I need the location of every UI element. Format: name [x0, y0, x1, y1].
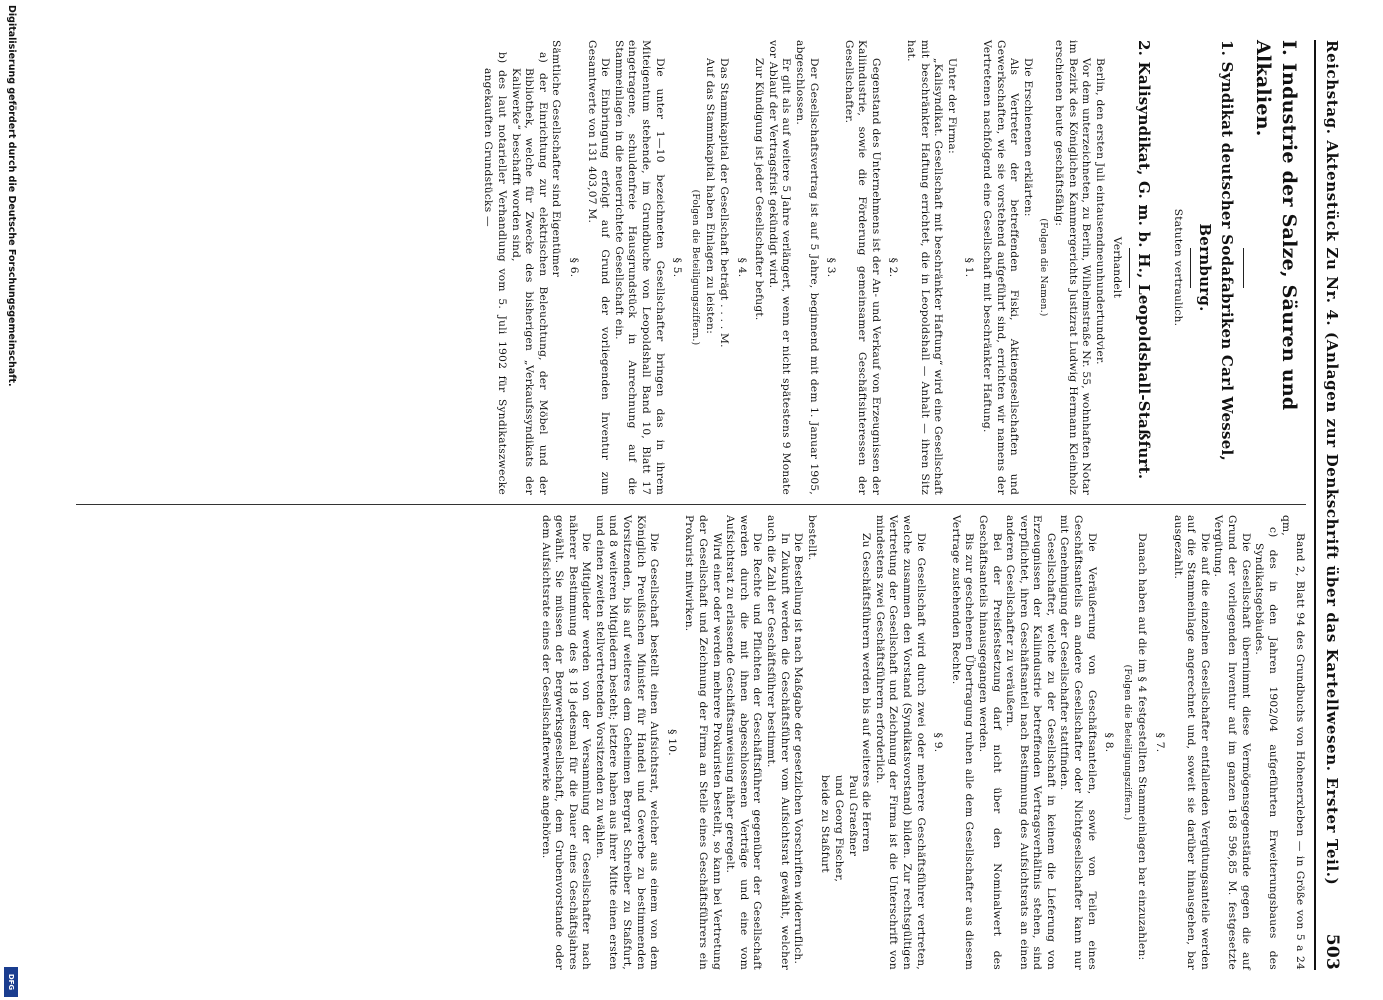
section-mark: § 5. — [671, 257, 684, 278]
section-mark: § 4. — [735, 257, 748, 278]
paragraph: „Kalisyndikat. Gesellschaft mit beschränkter Haftung“ wird eine Gesellschaft mit beschränkter Haftung errichtet, die in Leopoldshall — Anhalt — ihren Sitz hat. — [905, 40, 945, 495]
director-name: Paul Graeßner — [846, 775, 859, 857]
right-column — [76, 515, 1306, 970]
section-mark: § 10. — [665, 729, 678, 756]
list-item: a) der Einrichtung zur elektrischen Beleuchtung, der Möbel und der Bibliothek, welche für Zwecke des bisherigen „Verkaufssyndikats der Kaliwerke“ beschafft worden sind, — [509, 52, 549, 495]
names-note: (Folgen die Namen.) — [1038, 218, 1049, 317]
running-title: Reichstag. Aktenstück Zu Nr. 4. (Anlagen zur Denkschrift über das Kartellwesen. Erster Teil.) — [1323, 40, 1341, 886]
paragraph: Die Veräußerung von Geschäftsanteilen, sowie von Teilen eines Geschäftsanteils an andere Gesellschafter oder Nichtgesellschafter kann nur mit Genehmigung der Gesellschafter stattfinden. — [1058, 515, 1098, 970]
paragraph: bestellt. — [805, 515, 818, 561]
paragraph: Die unter 1—10 bezeichneten Gesellschafter bringen das in ihrem Miteigentum stehende, im Grundbuche von Leopoldshall Band 10, Blatt 17 eingetragene, schuldenfreie Hausgrundstück in Anrechnung auf die Stammeinlagen in die neuerrichtete Gesellschaft ein. — [612, 40, 666, 495]
syndicate-1-title: 1. Syndikat deutscher Sodafabriken Carl Wessel, — [1218, 40, 1236, 461]
section-mark: § 9. — [932, 732, 945, 753]
page-number: 503 — [1322, 933, 1342, 970]
section-mark: § 6. — [568, 257, 581, 278]
page-content — [68, 40, 1348, 970]
date-line: Berlin, den ersten Juli eintausendneunhundertundvier. — [1093, 58, 1106, 365]
paragraph: Die Bestellung ist nach Maßgabe der gesetzlichen Vorschriften widerruflich. — [792, 533, 805, 965]
paragraph: Die Rechte und Pflichten der Geschäftsführer gegenüber der Gesellschaft werden durch die mit ihnen abgeschlossenen Verträge und eine vom Aufsichtsrat zu erlassende Geschäftsanweisung näher geregelt. — [724, 515, 764, 970]
column-divider — [76, 504, 1306, 505]
paragraph: Die Einbringung erfolgt auf Grund der vorliegenden Inventur zum Gesamtwerte von 131 403,07 M. — [585, 40, 612, 495]
director-location: beide zu Staßfurt — [819, 775, 832, 873]
list-item: b) des laut notarieller Verhandlung vom 5. Juli 1902 für Syndikatszwecke angekauften Grundstücks — — [482, 52, 509, 495]
syndicate-1-title-cont: Bernburg. — [1196, 223, 1214, 312]
paragraph: Gegenstand des Unternehmens ist der An- und Verkauf von Erzeugnissen der Kaliindustrie, sowie die Förderung gemeinsamer Geschäftsinteressen der Gesellschafter. — [842, 40, 882, 495]
paragraph: Sämtliche Gesellschafter sind Eigentümer — [550, 40, 563, 277]
left-column — [76, 40, 1306, 495]
section-mark: § 2. — [887, 257, 900, 278]
paragraph: Gesellschafter, welche zu der Gesellschaft in keinem die Lieferung von Erzeugnissen der Kaliindustrie betreffenden Vertragsverhältnis stehen, sind verpflichtet, ihren Geschäftsanteil nach Bestimmung des Aufsichtsrats an einen anderen Gesellschafter zu veräußern. — [1004, 515, 1057, 970]
section-mark: § 7. — [1154, 732, 1167, 753]
paragraph: Als Vertreter der betreffenden Fiski, Aktiengesellschaften und Gewerkschaften, wie sie vorstehend aufgeführt sind, errichten wir namens der Vertretenen nachfolgend eine Gesellschaft mit beschränkter Haftung. — [981, 40, 1021, 495]
section-mark: § 3. — [825, 257, 838, 278]
paragraph: Die Gesellschaft wird durch zwei oder mehrere Geschäftsführer vertreten, welche zusammen den Vorstand (Syndikatsvorstand) bilden. Zur rechtsgültigen Vertretung der Gesellschaft und Zeichnung der Firma ist die Unterschrift von mindestens zwei Geschäftsführern erforderlich. — [873, 515, 927, 970]
paragraph: Bei der Preisfestsetzung darf nicht über den Nominalwert des Geschäftsanteils hinausgegangen werden. — [976, 515, 1003, 970]
paragraph: Unter der Firma: — [945, 58, 958, 154]
paragraph: Zu Geschäftsführern werden bis auf weiteres die Herren — [860, 533, 873, 853]
credit-text: Digitalisierung gefördert durch die Deutsche Forschungsgemeinschaft. — [6, 5, 17, 387]
paragraph: Danach haben auf die im § 4 festgestellten Stammeinlagen bar einzuzahlen: — [1136, 533, 1149, 961]
paragraph: Auf das Stammkapital haben Einlagen zu leisten: — [704, 58, 717, 335]
paragraph: Die Gesellschaft bestellt einen Aufsichtsrat, welcher aus einem von dem Königlich Preußischen Minister für Handel und Gewerbe zu bestimmenden Vorsitzenden, bis auf weiteres dem Geheimen Bergrat Schreiber zu Staßfurt, und 8 weiteren Mitgliedern besteht; letztere haben aus ihrer Mitte einen ersten und einen zweiten stellvertretenden Vorsitzenden zu wählen. — [593, 515, 661, 970]
participation-note: (Folgen die Beteiligungsziffern.) — [689, 189, 700, 346]
dfg-logo-text: DFG — [7, 973, 15, 991]
paragraph: Bis zur geschehenen Übertragung ruhen alle dem Gesellschafter aus diesem Vertrage zustehenden Rechte. — [949, 515, 976, 970]
section-title: I. Industrie der Salze, Säuren und Alkalien. — [1252, 40, 1300, 411]
paragraph: Zur Kündigung ist jeder Gesellschafter befugt. — [753, 58, 766, 321]
paragraph: Wird einer oder werden mehrere Prokuristen bestellt, so kann bei Vertretung der Gesellschaft und Zeichnung der Firma an Stelle eines Geschäftsführers ein Prokurist mitwirken. — [683, 515, 723, 970]
paragraph: Die Gesellschaft übernimmt diese Vermögensgegenstände gegen die auf Grund der vorliegenden Inventur auf im ganzen 168 596,85 M. festgesetzte Vergütung. — [1212, 515, 1252, 970]
paragraph: Die Erschienenen erklärten: — [1021, 58, 1034, 217]
syndicate-1-note: Statuten vertraulich. — [1172, 208, 1184, 327]
paragraph: Der Gesellschaftsvertrag ist auf 5 Jahre, beginnend mit dem 1. Januar 1905, abgeschlossen. — [793, 40, 820, 495]
page-header — [1314, 40, 1348, 970]
divider — [1190, 248, 1191, 288]
paragraph: Die Mitglieder werden von der Versammlung der Gesellschafter nach näherer Bestimmung des § 18 jedesmal für die Dauer eines Geschäftsjahres gewählt. Sie müssen der Bergwerksgesellschaft, dem Grubenvorstande oder dem Aufsichtsrate eines der Gesellschafterwerke angehören. — [539, 515, 593, 970]
paragraph: In Zukunft werden die Geschäftsführer vom Aufsichtsrat gewählt, welcher auch die Zahl der Geschäftsführer bestimmt. — [765, 515, 791, 970]
divider — [1129, 248, 1130, 288]
syndicate-2-title: 2. Kalisyndikat, G. m. b. H., Leopoldshall-Staßfurt. — [1135, 40, 1154, 480]
director-name: und Georg Fischer, — [833, 775, 845, 883]
divider — [1243, 248, 1244, 288]
paragraph: Vor dem unterzeichneten, zu Berlin, Wilhelmstraße Nr. 55, wohnhaften Notar im Bezirk des Königlichen Kammergerichts Justizrat Ludwig Hermann Kleinholz erschienen heute geschäftsfähig: — [1053, 40, 1093, 495]
paragraph: Band 2, Blatt 94 des Grundbuchs von Hohenerxleben — in Größe von 5 a 24 qm, — [1280, 515, 1306, 970]
list-item: c) des in den Jahren 1902/04 aufgeführten Erweiterungsbaues des Syndikatsgebäudes. — [1253, 527, 1279, 970]
section-mark: § 8. — [1103, 732, 1116, 753]
verhandelt-heading: Verhandelt — [1111, 236, 1124, 299]
section-mark: § 1. — [963, 257, 976, 278]
paragraph: Er gilt als auf weitere 5 Jahre verlängert, wenn er nicht spätestens 9 Monate vor Ablauf der Vertragsfrist gekündigt wird. — [766, 40, 793, 495]
paragraph: Das Stammkapital der Gesellschaft beträgt . . . . M. — [717, 58, 730, 348]
paragraph: Die auf die einzelnen Gesellschafter entfallenden Vergütungsanteile werden auf die Stammeinlage angerechnet und, soweit sie darüber hinausgehen, bar ausgezahlt. — [1171, 515, 1211, 970]
participation-note: (Folgen die Beteiligungsziffern.) — [1121, 664, 1132, 821]
